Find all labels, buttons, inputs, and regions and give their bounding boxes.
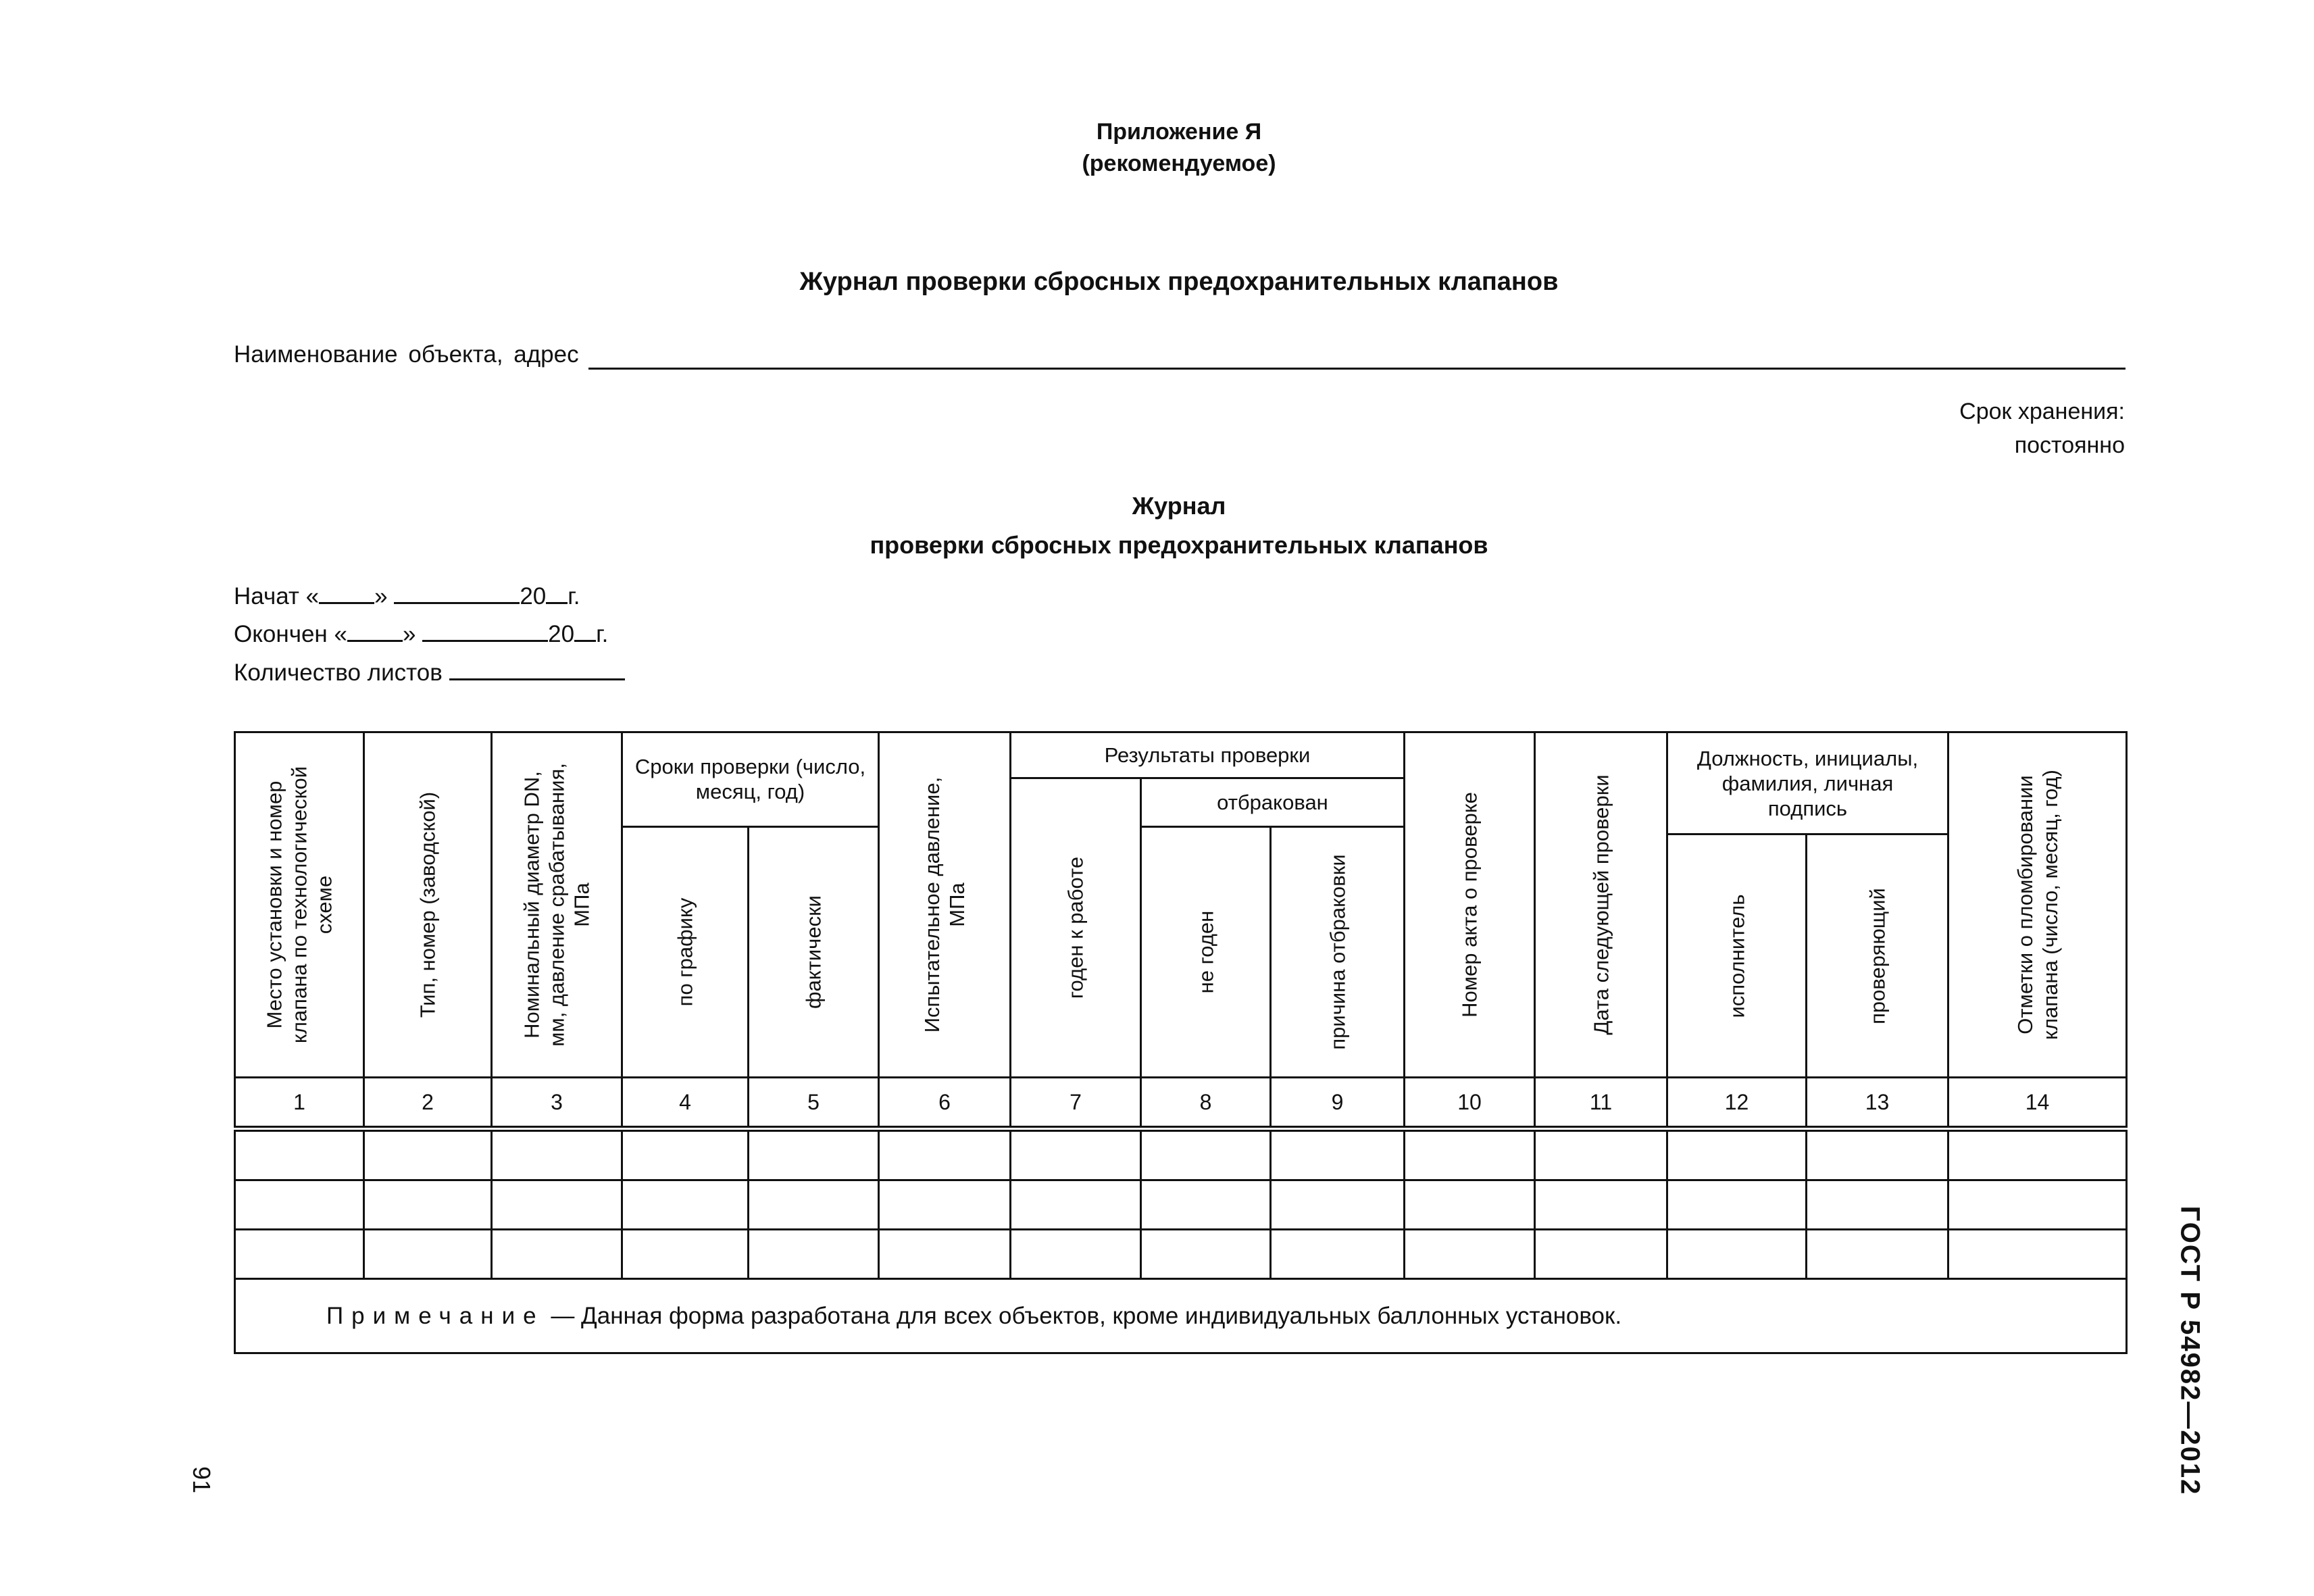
header-installation-place: Место установки и номер клапана по технологической схеме xyxy=(235,732,364,1078)
ended-day-blank[interactable] xyxy=(347,617,403,642)
retention-block xyxy=(1959,395,2125,462)
table-cell[interactable] xyxy=(364,1230,492,1279)
column-number: 14 xyxy=(1948,1078,2127,1129)
started-year-suffix: г. xyxy=(568,583,580,609)
table-cell[interactable] xyxy=(1667,1180,1807,1230)
started-line xyxy=(234,579,580,614)
page-number: 91 xyxy=(188,1466,216,1494)
ended-month-blank[interactable] xyxy=(422,617,548,642)
column-number: 9 xyxy=(1271,1078,1405,1129)
document-title: Журнал проверки сбросных предохранительных клапанов xyxy=(799,268,1559,296)
ended-year-blank[interactable] xyxy=(574,617,596,642)
header-by-schedule: по графику xyxy=(622,826,749,1078)
header-next-check-date: Дата следующей проверки xyxy=(1535,732,1667,1078)
table-cell[interactable] xyxy=(879,1129,1011,1180)
table-cell[interactable] xyxy=(1141,1230,1271,1279)
header-fit-for-work: годен к работе xyxy=(1011,778,1141,1078)
header-act-number: Номер акта о проверке xyxy=(1405,732,1535,1078)
table-cell[interactable] xyxy=(364,1180,492,1230)
ended-line xyxy=(234,617,608,651)
table-cell[interactable] xyxy=(749,1180,879,1230)
appendix-heading xyxy=(0,116,2314,180)
started-label: Начат « xyxy=(234,583,320,609)
table-cell[interactable] xyxy=(1807,1180,1948,1230)
column-number: 12 xyxy=(1667,1078,1807,1129)
table-cell[interactable] xyxy=(235,1129,364,1180)
column-number: 11 xyxy=(1535,1078,1667,1129)
object-name-label: Наименование объекта, адрес xyxy=(234,341,579,368)
note-text: — Данная форма разработана для всех объектов, кроме индивидуальных баллонных установок. xyxy=(544,1303,1622,1329)
started-day-blank[interactable] xyxy=(319,579,374,604)
journal-title-line1: Журнал xyxy=(1132,492,1226,520)
table-cell[interactable] xyxy=(1807,1129,1948,1180)
header-unfit: не годен xyxy=(1141,826,1271,1078)
note-row xyxy=(235,1279,2127,1353)
table-cell[interactable] xyxy=(622,1129,749,1180)
table-cell[interactable] xyxy=(1948,1230,2127,1279)
column-number: 13 xyxy=(1807,1078,1948,1129)
header-type-number: Тип, номер (заводской) xyxy=(364,732,492,1078)
table-cell[interactable] xyxy=(749,1129,879,1180)
header-test-pressure: Испытательное давление, МПа xyxy=(879,732,1011,1078)
table-cell[interactable] xyxy=(1667,1129,1807,1180)
table-cell[interactable] xyxy=(492,1129,622,1180)
appendix-subtitle: (рекомендуемое) xyxy=(1082,151,1276,176)
header-rejected: отбракован xyxy=(1141,778,1405,827)
journal-title xyxy=(0,487,2314,565)
header-diameter-pressure: Номинальный диаметр DN, мм, давление срабатывания, МПа xyxy=(492,732,622,1078)
header-signature: Должность, инициалы, фамилия, личная подпись xyxy=(1667,732,1948,834)
table-row xyxy=(235,1180,2127,1230)
table-row xyxy=(235,1230,2127,1279)
note-cell xyxy=(235,1279,2127,1353)
sheets-blank[interactable] xyxy=(449,655,625,680)
column-number: 6 xyxy=(879,1078,1011,1129)
retention-label: Срок хранения: xyxy=(1959,399,2125,424)
ended-label: Окончен « xyxy=(234,621,347,647)
journal-title-line2: проверки сбросных предохранительных клапанов xyxy=(870,531,1488,559)
table-cell[interactable] xyxy=(1011,1230,1141,1279)
column-numbers-row xyxy=(235,1078,2127,1129)
table-cell[interactable] xyxy=(749,1230,879,1279)
header-check-dates: Сроки проверки (число, месяц, год) xyxy=(622,732,879,827)
header-check-results: Результаты проверки xyxy=(1011,732,1405,778)
started-quote-close: » xyxy=(374,583,388,609)
table-cell[interactable] xyxy=(1807,1230,1948,1279)
standard-code: ГОСТ Р 54982—2012 xyxy=(2175,1205,2205,1496)
table-cell[interactable] xyxy=(1011,1129,1141,1180)
table-cell[interactable] xyxy=(879,1230,1011,1279)
table-cell[interactable] xyxy=(1948,1129,2127,1180)
header-rejection-reason: причина отбраковки xyxy=(1271,826,1405,1078)
table-cell[interactable] xyxy=(1271,1180,1405,1230)
table-cell[interactable] xyxy=(492,1180,622,1230)
table-cell[interactable] xyxy=(1535,1129,1667,1180)
table-cell[interactable] xyxy=(1667,1230,1807,1279)
object-name-field xyxy=(234,336,2126,370)
retention-value: постоянно xyxy=(2014,432,2125,458)
table-cell[interactable] xyxy=(1405,1180,1535,1230)
journal-table xyxy=(234,731,2128,1354)
table-cell[interactable] xyxy=(364,1129,492,1180)
header-inspector: проверяющий xyxy=(1807,834,1948,1078)
table-cell[interactable] xyxy=(1948,1180,2127,1230)
table-cell[interactable] xyxy=(1535,1180,1667,1230)
table-cell[interactable] xyxy=(1405,1230,1535,1279)
started-year-blank[interactable] xyxy=(546,579,568,604)
table-cell[interactable] xyxy=(235,1230,364,1279)
column-number: 1 xyxy=(235,1078,364,1129)
column-number: 5 xyxy=(749,1078,879,1129)
column-number: 4 xyxy=(622,1078,749,1129)
table-cell[interactable] xyxy=(1141,1129,1271,1180)
ended-year-suffix: г. xyxy=(596,621,609,647)
appendix-title: Приложение Я xyxy=(1096,119,1262,145)
table-cell[interactable] xyxy=(1011,1180,1141,1230)
table-cell[interactable] xyxy=(1405,1129,1535,1180)
table-cell[interactable] xyxy=(1141,1180,1271,1230)
table-cell[interactable] xyxy=(1271,1230,1405,1279)
column-number: 2 xyxy=(364,1078,492,1129)
started-month-blank[interactable] xyxy=(394,579,520,604)
table-cell[interactable] xyxy=(1271,1129,1405,1180)
table-cell[interactable] xyxy=(492,1230,622,1279)
ended-year-prefix: 20 xyxy=(548,621,575,647)
sheets-line xyxy=(234,655,625,690)
column-number: 7 xyxy=(1011,1078,1141,1129)
note-label: Примечание xyxy=(326,1303,545,1329)
table-cell[interactable] xyxy=(622,1180,749,1230)
ended-quote-close: » xyxy=(402,621,416,647)
started-year-prefix: 20 xyxy=(520,583,547,609)
sheets-label: Количество листов xyxy=(234,659,443,686)
table-cell[interactable] xyxy=(879,1180,1011,1230)
header-executor: исполнитель xyxy=(1667,834,1807,1078)
table-cell[interactable] xyxy=(235,1180,364,1230)
column-number: 8 xyxy=(1141,1078,1271,1129)
header-actual: фактически xyxy=(749,826,879,1078)
table-cell[interactable] xyxy=(622,1230,749,1279)
header-sealing-marks: Отметки о пломбировании клапана (число, месяц, год) xyxy=(1948,732,2127,1078)
table-row xyxy=(235,1129,2127,1180)
column-number: 3 xyxy=(492,1078,622,1129)
table-cell[interactable] xyxy=(1535,1230,1667,1279)
object-name-blank[interactable] xyxy=(588,341,2126,370)
column-number: 10 xyxy=(1405,1078,1535,1129)
